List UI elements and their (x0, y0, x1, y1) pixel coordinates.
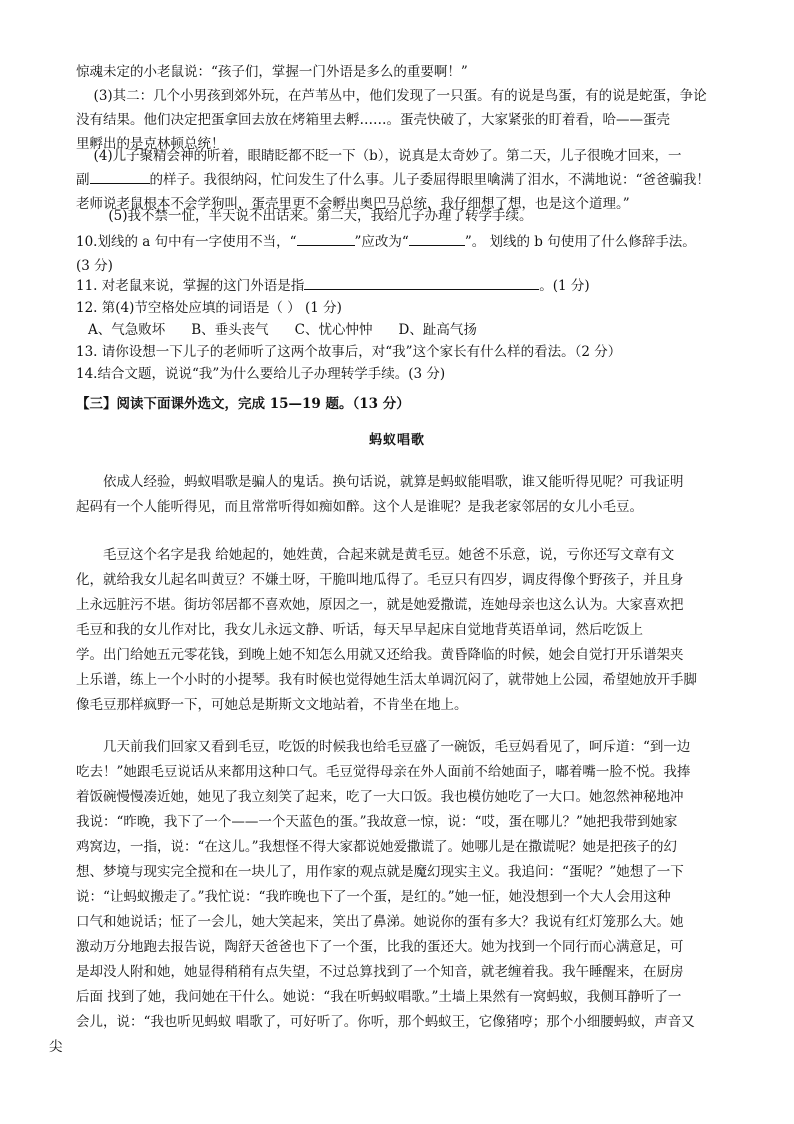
article-paragraph-2 (76, 543, 718, 718)
paragraph-5: (5)我不禁一怔，半天说不出话来。第二天，我给儿子办理了转学手续。 (108, 208, 533, 224)
text-line: 上永远脏污不堪。街坊邻居都不喜欢她，原因之一，就是她爱撒谎，连她母亲也这么认为。大家喜欢把 (76, 597, 684, 613)
question-text: 10.划线的 a 句中有一字使用不当，“ (76, 234, 297, 250)
question-11 (76, 274, 718, 298)
article-title: 蚂蚁唱歌 (368, 433, 425, 448)
question-text: 11. 对老鼠来说，掌握的这门外语是指 (76, 278, 305, 294)
text-line: 像毛豆那样疯野一下，可她总是斯斯文文地站着，不肯坐在地上。 (76, 697, 468, 713)
article-paragraph-3 (49, 735, 718, 1060)
text-line: 里孵出的是克林顿总统！ (76, 136, 225, 152)
text-line: 副 (76, 172, 90, 188)
text-line: 我说：“昨晚，我下了一个——一个天蓝色的蛋。”我故意一惊，说：“哎，蛋在哪儿？”她把我带到她家 (76, 814, 678, 830)
question-13: 13. 请你设想一下儿子的老师听了这两个故事后，对“我”这个家长有什么样的看法。（2 分） (76, 344, 622, 360)
option-d[interactable]: D、趾高气扬 (398, 322, 477, 338)
question-12-options (88, 318, 730, 342)
text-line: 着饭碗慢慢凑近她，她见了我立刻笑了起来，吃了一大口饭。我也模仿她吃了一大口。她忽然神秘地冲 (76, 789, 684, 805)
text-line: 起码有一个人能听得见，而且常常听得如痴如醉。这个人是谁呢？是我老家邻居的女儿小毛豆。 (76, 499, 643, 515)
option-a[interactable]: A、气急败坏 (88, 322, 166, 338)
text-line: 惊魂未定的小老鼠说：“孩子们，掌握一门外语是多么的重要啊！” (76, 64, 468, 80)
section-heading: 【三】阅读下面课外选文，完成 15—19 题。（13 分） (76, 396, 410, 412)
text-line: (3)其二：几个小男孩到郊外玩，在芦苇丛中，他们发现了一只蛋。有的说是鸟蛋，有的说是蛇蛋，争论 (93, 88, 707, 104)
text-line: 口气和她说话；怔了一会儿，她大笑起来，笑出了鼻涕。她说你的蛋有多大？我说有红灯笼那么大。她 (76, 914, 684, 930)
text-line: 几天前我们回家又看到毛豆，吃饭的时候我也给毛豆盛了一碗饭，毛豆妈看见了，呵斥道：“到一边 (103, 739, 691, 755)
text-line: 鸡窝边，一指，说：“在这儿。”我想怪不得大家都说她爱撒谎了。她哪儿是在撒谎呢？她是把孩子的幻 (76, 839, 678, 855)
answer-blank[interactable] (297, 230, 355, 246)
text-line: 会儿，说：“我也听见蚂蚁 唱歌了，可好听了。你听，那个蚂蚁王，它像猪哼；那个小细腰蚂蚁，声音又 (76, 1014, 695, 1030)
score-label: (3 分) (76, 258, 113, 274)
text-line: 尖 (49, 1039, 63, 1055)
article-paragraph-1 (76, 470, 718, 520)
text-line: 没有结果。他们决定把蛋拿回去放在烤箱里去孵……。蛋壳快破了，大家紧张的盯着看，哈——蛋壳 (76, 112, 670, 128)
question-text: ”应改为“ (354, 234, 409, 250)
text-line: (4)儿子聚精会神的听着，眼睛眨都不眨一下（b），说真是太奇妙了。第二天，儿子很晚才回来，一 (93, 148, 682, 164)
text-line: 化，就给我女儿起名叫黄豆？不嫌土呀，干脆叫地瓜得了。毛豆只有四岁，调皮得像个野孩子，并且身 (76, 572, 684, 588)
answer-blank[interactable] (304, 274, 539, 290)
question-10 (76, 230, 718, 278)
text-line: 毛豆和我的女儿作对比，我女儿永远文静、听话，每天早早起床自觉地背英语单词，然后吃饭上 (76, 622, 643, 638)
text-line: 后面 找到了她，我问她在干什么。她说：“我在听蚂蚁唱歌。”土墙上果然有一窝蚂蚁，我侧耳静听了一 (76, 989, 682, 1005)
question-text: 。(1 分) (539, 278, 590, 294)
text-line: 吃去！”她跟毛豆说话从来都用这种口气。毛豆觉得母亲在外人面前不给她面子，嘟着嘴一脸不悦。我捧 (76, 764, 691, 780)
text-line: 的样子。我很纳闷，忙问发生了什么事。儿子委屈得眼里噙满了泪水，不满地说：“爸爸骗我！ (149, 172, 710, 188)
option-c[interactable]: C、忧心忡忡 (294, 322, 373, 338)
text-line: 毛豆这个名字是我 给她起的，她姓黄，合起来就是黄毛豆。她爸不乐意，说，亏你还写文章有文 (103, 547, 675, 563)
text-line: 老师说老鼠根本不会学狗叫，蛋壳里更不会孵出奥巴马总统，我仔细想了想，也是这个道理。” (76, 196, 630, 212)
text-line: 是却没人附和她，她显得稍稍有点失望，不过总算找到了一个知音，就老缠着我。我午睡醒来，在厨房 (76, 964, 684, 980)
text-line: 激动万分地跑去报告说，陶舒天爸爸也下了一个蛋，比我的蛋还大。她为找到一个同行而心满意足，可 (76, 939, 684, 955)
text-line: 依成人经验，蚂蚁唱歌是骗人的鬼话。换句话说，就算是蚂蚁能唱歌，谁又能听得见呢？可我证明 (103, 474, 684, 490)
question-14: 14.结合文题，说说“我”为什么要给儿子办理转学手续。(3 分) (76, 366, 446, 382)
question-12: 12. 第(4)节空格处应填的词语是（ ） (1 分) (76, 300, 342, 316)
text-line: 说：“让蚂蚁搬走了。”我忙说：“我昨晚也下了一个蛋，是红的。”她一怔，她没想到一个大人会用这种 (76, 889, 671, 905)
answer-blank[interactable] (409, 230, 465, 246)
fill-blank[interactable] (90, 168, 150, 184)
text-line: 上乐谱，练上一个小时的小提琴。我有时候也觉得她生活太单调沉闷了，就带她上公园，希望她放开手脚 (76, 672, 697, 688)
text-line: 学。出门给她五元零花钱，到晚上她不知怎么用就又还给我。黄昏降临的时候，她会自觉打开乐谱架夹 (76, 647, 684, 663)
option-b[interactable]: B、垂头丧气 (191, 322, 269, 338)
question-text: ”。 划线的 b 句使用了什么修辞手法。 (464, 234, 696, 250)
text-line: 想、梦境与现实完全搅和在一块儿了，用作家的观点就是魔幻现实主义。我追问：“蛋呢？”她想了一下 (76, 864, 684, 880)
